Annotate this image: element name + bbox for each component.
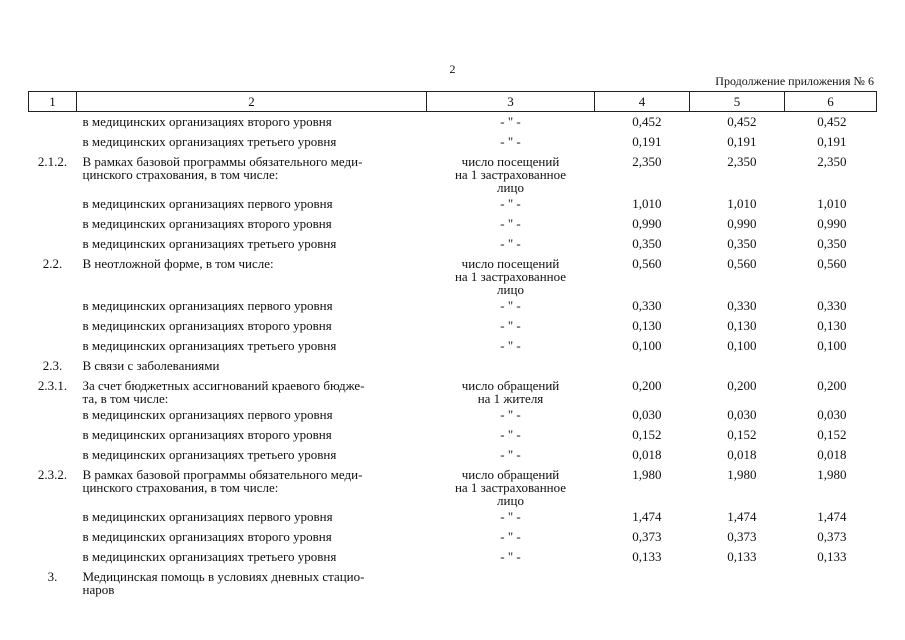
column-header: 1: [29, 92, 77, 112]
row-number: [29, 234, 77, 254]
row-value-col5: 0,373: [727, 528, 757, 544]
row-value-col5: 2,350: [727, 153, 757, 169]
table-row: [29, 112, 877, 132]
column-header: 2: [77, 92, 427, 112]
table-row: [29, 194, 877, 214]
row-number: 2.3.2.: [37, 466, 68, 482]
column-header: 6: [785, 92, 877, 112]
row-value-col5: 0,330: [727, 297, 757, 313]
table-row: [29, 527, 877, 547]
table-row: [29, 567, 877, 596]
row-indicator: За счет бюджетных ассигнований краевого бюдже- та, в том числе:: [82, 377, 365, 406]
row-value-col4: 0,373: [632, 528, 662, 544]
row-indicator: В связи с заболеваниями: [82, 357, 220, 373]
row-indicator: в медицинских организациях второго уровня: [82, 114, 332, 129]
table-row: [29, 254, 877, 296]
row-value-col6: 0,330: [817, 297, 847, 313]
row-value-col6: [785, 356, 877, 376]
row-number: 2.1.2.: [37, 153, 68, 169]
row-unit: - " -: [500, 297, 521, 313]
row-number: [29, 336, 77, 356]
row-value-col5: 1,980: [727, 466, 757, 482]
row-value-col5: 0,018: [727, 446, 757, 462]
row-indicator: в медицинских организациях второго уровня: [82, 317, 332, 333]
row-number: 2.2.: [42, 255, 63, 271]
row-value-col4: 0,133: [632, 548, 662, 564]
row-value-col5: [690, 567, 785, 596]
row-number: [29, 527, 77, 547]
row-indicator: в медицинских организациях второго уровня: [82, 215, 332, 231]
row-indicator: в медицинских организациях второго уровня: [82, 528, 332, 544]
row-value-col4: 0,030: [632, 406, 662, 422]
row-indicator: в медицинских организациях третьего уровня: [82, 548, 337, 564]
row-value-col4: 0,560: [632, 255, 662, 271]
row-value-col6: 1,980: [817, 466, 847, 482]
row-indicator: в медицинских организациях третьего уровня: [82, 235, 337, 251]
table-row: [29, 132, 877, 152]
row-number: [29, 296, 77, 316]
row-indicator: Медицинская помощь в условиях дневных стацио- наров: [82, 568, 365, 597]
row-number: [29, 112, 77, 132]
row-value-col4: 0,200: [632, 377, 662, 393]
row-value-col6: 1,010: [817, 195, 847, 211]
table-row: [29, 152, 877, 194]
table-row: [29, 356, 877, 376]
row-number: [29, 445, 77, 465]
row-number: 2.3.1.: [37, 377, 68, 393]
row-value-col4: [595, 567, 690, 596]
row-value-col4: 0,350: [632, 235, 662, 251]
row-value-col4: 0,018: [632, 446, 662, 462]
row-value-col6: 0,350: [817, 235, 847, 251]
row-indicator: В неотложной форме, в том числе:: [82, 255, 274, 271]
row-unit: число обращений на 1 жителя: [461, 377, 560, 406]
row-value-col6: 2,350: [817, 153, 847, 169]
table-body: [29, 112, 877, 596]
row-number: [29, 405, 77, 425]
row-value-col5: [690, 356, 785, 376]
column-header: 4: [595, 92, 690, 112]
row-value-col4: 0,330: [632, 297, 662, 313]
row-value-col5: 0,560: [727, 255, 757, 271]
page-number: 2: [449, 62, 456, 76]
row-unit: - " -: [500, 337, 521, 353]
row-unit: - " -: [500, 133, 521, 149]
row-value-col4: 0,130: [632, 317, 662, 333]
row-value-col6: 0,152: [817, 426, 847, 442]
row-value-col4: 0,152: [632, 426, 662, 442]
table-row: [29, 465, 877, 507]
row-value-col5: 0,152: [727, 426, 757, 442]
row-indicator: в медицинских организациях третьего уровня: [82, 337, 337, 353]
row-unit: - " -: [500, 235, 521, 251]
row-value-col6: 0,990: [817, 215, 847, 231]
row-value-col5: 1,010: [727, 195, 757, 211]
row-indicator: в медицинских организациях третьего уровня: [82, 133, 337, 149]
row-value-col5: 0,350: [727, 235, 757, 251]
row-value-col4: 0,452: [632, 114, 662, 129]
row-number: [29, 316, 77, 336]
row-indicator: в медицинских организациях первого уровня: [82, 297, 333, 313]
row-unit: число посещений на 1 застрахованное лицо: [454, 255, 567, 297]
row-value-col6: 0,133: [817, 548, 847, 564]
row-number: [29, 507, 77, 527]
data-table: [28, 91, 877, 596]
row-value-col6: 0,100: [817, 337, 847, 353]
row-number: [29, 194, 77, 214]
row-unit: [427, 567, 595, 596]
row-value-col6: 0,018: [817, 446, 847, 462]
row-value-col4: 0,191: [632, 133, 662, 149]
row-value-col5: 0,452: [727, 114, 757, 129]
table-row: [29, 425, 877, 445]
table-row: [29, 445, 877, 465]
row-unit: - " -: [500, 426, 521, 442]
row-value-col5: 0,100: [727, 337, 757, 353]
row-value-col5: 1,474: [727, 508, 757, 524]
row-indicator: в медицинских организациях первого уровня: [82, 195, 333, 211]
row-value-col4: 1,980: [632, 466, 662, 482]
row-number: 2.3.: [42, 357, 63, 373]
row-number: [29, 425, 77, 445]
row-value-col5: 0,990: [727, 215, 757, 231]
row-unit: - " -: [500, 114, 521, 129]
row-unit: - " -: [500, 508, 521, 524]
table-row: [29, 405, 877, 425]
row-value-col5: 0,133: [727, 548, 757, 564]
row-value-col6: 1,474: [817, 508, 847, 524]
row-value-col6: 0,130: [817, 317, 847, 333]
row-value-col4: 2,350: [632, 153, 662, 169]
row-value-col6: 0,030: [817, 406, 847, 422]
row-unit: - " -: [500, 446, 521, 462]
header-row: [29, 92, 877, 112]
row-unit: число посещений на 1 застрахованное лицо: [454, 153, 567, 195]
row-unit: [427, 356, 595, 376]
table-row: [29, 547, 877, 567]
row-value-col6: 0,560: [817, 255, 847, 271]
table-row: [29, 376, 877, 405]
continuation-label: Продолжение приложения № 6: [715, 74, 874, 88]
table-row: [29, 336, 877, 356]
table-row: [29, 296, 877, 316]
row-indicator: В рамках базовой программы обязательного меди- цинского страхования, в том числе:: [82, 153, 363, 182]
row-number: [29, 132, 77, 152]
table-row: [29, 234, 877, 254]
row-value-col4: 0,990: [632, 215, 662, 231]
row-value-col5: 0,191: [727, 133, 757, 149]
column-header: 5: [690, 92, 785, 112]
row-unit: - " -: [500, 215, 521, 231]
row-value-col6: 0,191: [817, 133, 847, 149]
table-row: [29, 316, 877, 336]
row-value-col5: 0,200: [727, 377, 757, 393]
row-value-col6: 0,452: [817, 114, 847, 129]
row-value-col6: [785, 567, 877, 596]
row-value-col4: [595, 356, 690, 376]
row-indicator: в медицинских организациях третьего уровня: [82, 446, 337, 462]
row-indicator: в медицинских организациях второго уровня: [82, 426, 332, 442]
table-row: [29, 214, 877, 234]
row-value-col6: 0,200: [817, 377, 847, 393]
row-indicator: в медицинских организациях первого уровня: [82, 406, 333, 422]
row-number: 3.: [47, 568, 58, 584]
row-unit: - " -: [500, 528, 521, 544]
row-unit: - " -: [500, 317, 521, 333]
table-row: [29, 507, 877, 527]
row-value-col5: 0,130: [727, 317, 757, 333]
row-value-col6: 0,373: [817, 528, 847, 544]
row-unit: - " -: [500, 548, 521, 564]
row-unit: - " -: [500, 406, 521, 422]
row-unit: - " -: [500, 195, 521, 211]
row-number: [29, 547, 77, 567]
row-value-col5: 0,030: [727, 406, 757, 422]
row-value-col4: 0,100: [632, 337, 662, 353]
row-unit: число обращений на 1 застрахованное лицо: [454, 466, 567, 508]
column-header: 3: [427, 92, 595, 112]
row-indicator: В рамках базовой программы обязательного меди- цинского страхования, в том числе:: [82, 466, 363, 495]
row-value-col4: 1,474: [632, 508, 662, 524]
row-number: [29, 214, 77, 234]
row-indicator: в медицинских организациях первого уровня: [82, 508, 333, 524]
row-value-col4: 1,010: [632, 195, 662, 211]
